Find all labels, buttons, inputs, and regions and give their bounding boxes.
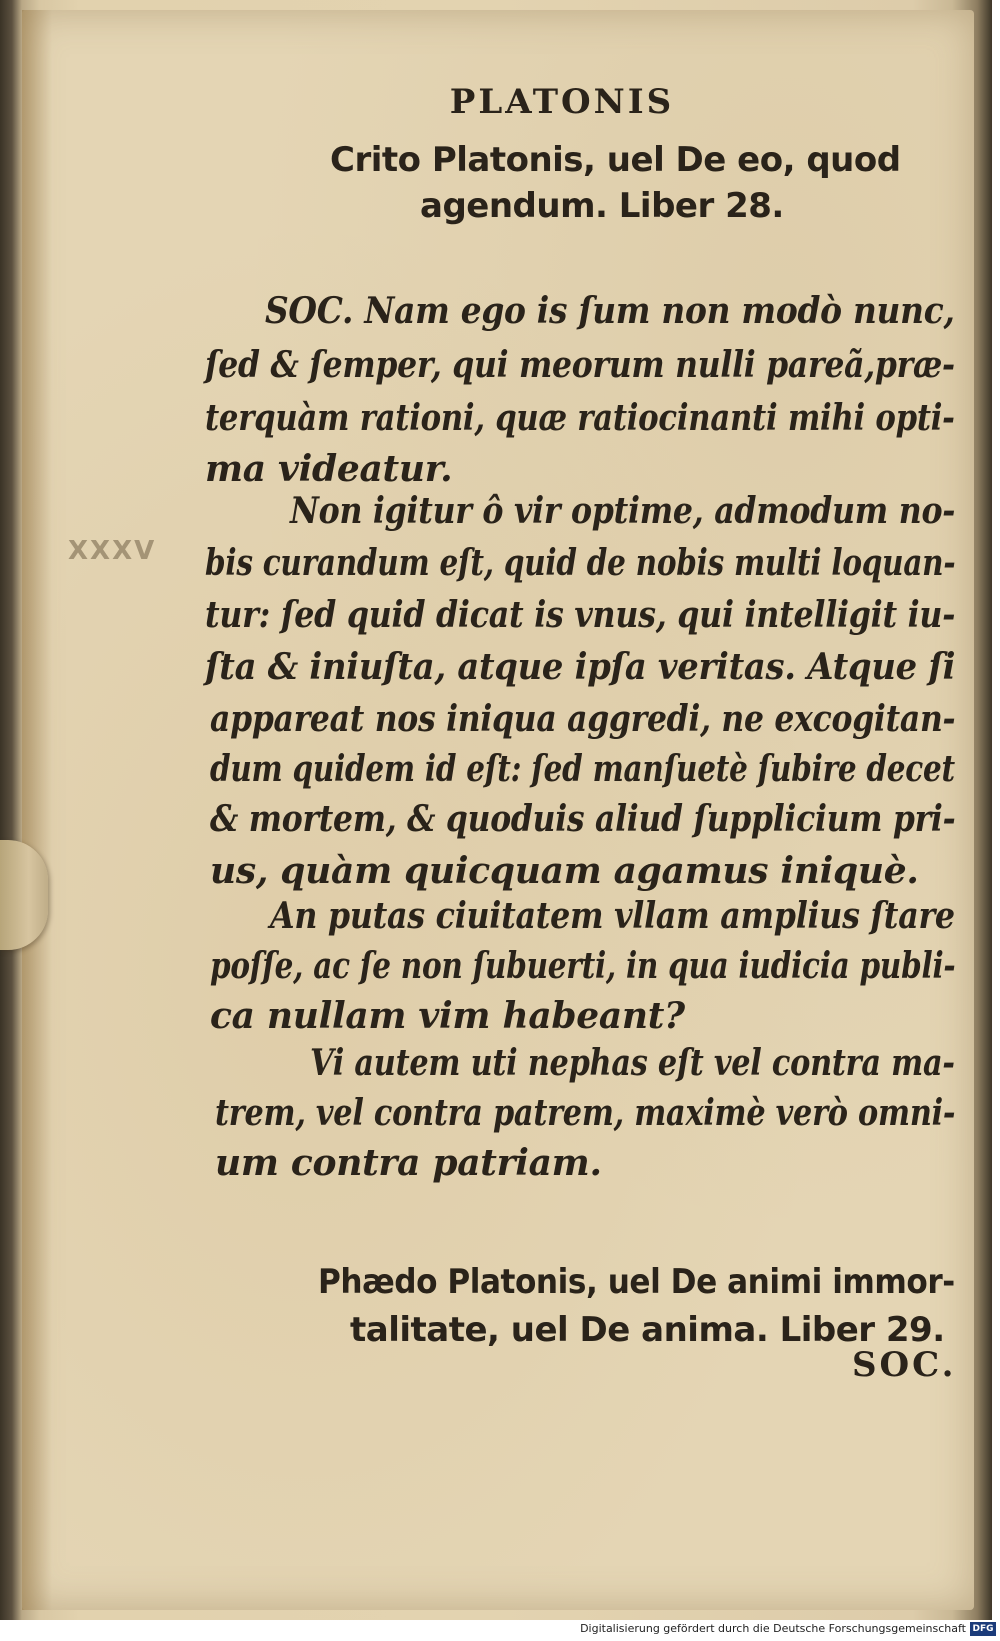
body-line: & mortem, & quoduis aliud ſupplicium pri- bbox=[210, 798, 956, 840]
footer-credit: Digitalisierung gefördert durch die Deutsche Forschungsgemeinschaft bbox=[580, 1622, 966, 1635]
footer-bar bbox=[0, 1620, 1000, 1641]
catchword: SOC. bbox=[852, 1345, 957, 1385]
body-line: bis curandum eſt, quid de nobis multi loquan- bbox=[205, 542, 956, 584]
body-line: SOC. Nam ego is ſum non modò nunc, bbox=[265, 290, 955, 332]
running-head: PLATONIS bbox=[449, 82, 675, 122]
dfg-logo: DFG bbox=[970, 1622, 996, 1636]
body-line: dum quidem id eſt: ſed manſuetè ſubire decet bbox=[210, 748, 955, 790]
body-line: An putas ciuitatem vllam amplius ſtare bbox=[270, 895, 955, 937]
body-line: tur: ſed quid dicat is vnus, qui intelligit iu- bbox=[205, 594, 956, 636]
section-title-line-1: Phædo Platonis, uel De animi immor- bbox=[318, 1262, 955, 1302]
body-line: trem, vel contra patrem, maximè verò omni- bbox=[215, 1092, 956, 1134]
body-line: appareat nos iniqua aggredi, ne excogitan- bbox=[210, 698, 956, 740]
body-line: Vi autem uti nephas eſt vel contra ma- bbox=[310, 1042, 955, 1084]
margin-mark: XXXV bbox=[68, 536, 157, 566]
body-line: ma videatur. bbox=[205, 448, 453, 490]
body-line: terquàm rationi, quæ ratiocinanti mihi opti- bbox=[205, 397, 955, 439]
body-line: ſed & ſemper, qui meorum nulli pareã,præ- bbox=[205, 344, 955, 386]
body-line: ſta & iniuſta, atque ipſa veritas. Atque ſi bbox=[205, 646, 956, 688]
page-gutter-shadow bbox=[22, 10, 52, 1610]
section-title-line-1: Crito Platonis, uel De eo, quod bbox=[330, 140, 901, 180]
body-line: ca nullam vim habeant? bbox=[210, 995, 685, 1037]
body-line: us, quàm quicquam agamus iniquè. bbox=[210, 850, 919, 892]
body-line: um contra patriam. bbox=[215, 1142, 602, 1184]
body-line: Non igitur ô vir optime, admodum no- bbox=[290, 490, 956, 532]
section-title-line-2: talitate, uel De anima. Liber 29. bbox=[350, 1310, 945, 1350]
section-title-line-2: agendum. Liber 28. bbox=[420, 186, 784, 226]
body-line: poſſe, ac ſe non ſubuerti, in qua iudicia publi- bbox=[210, 945, 956, 987]
